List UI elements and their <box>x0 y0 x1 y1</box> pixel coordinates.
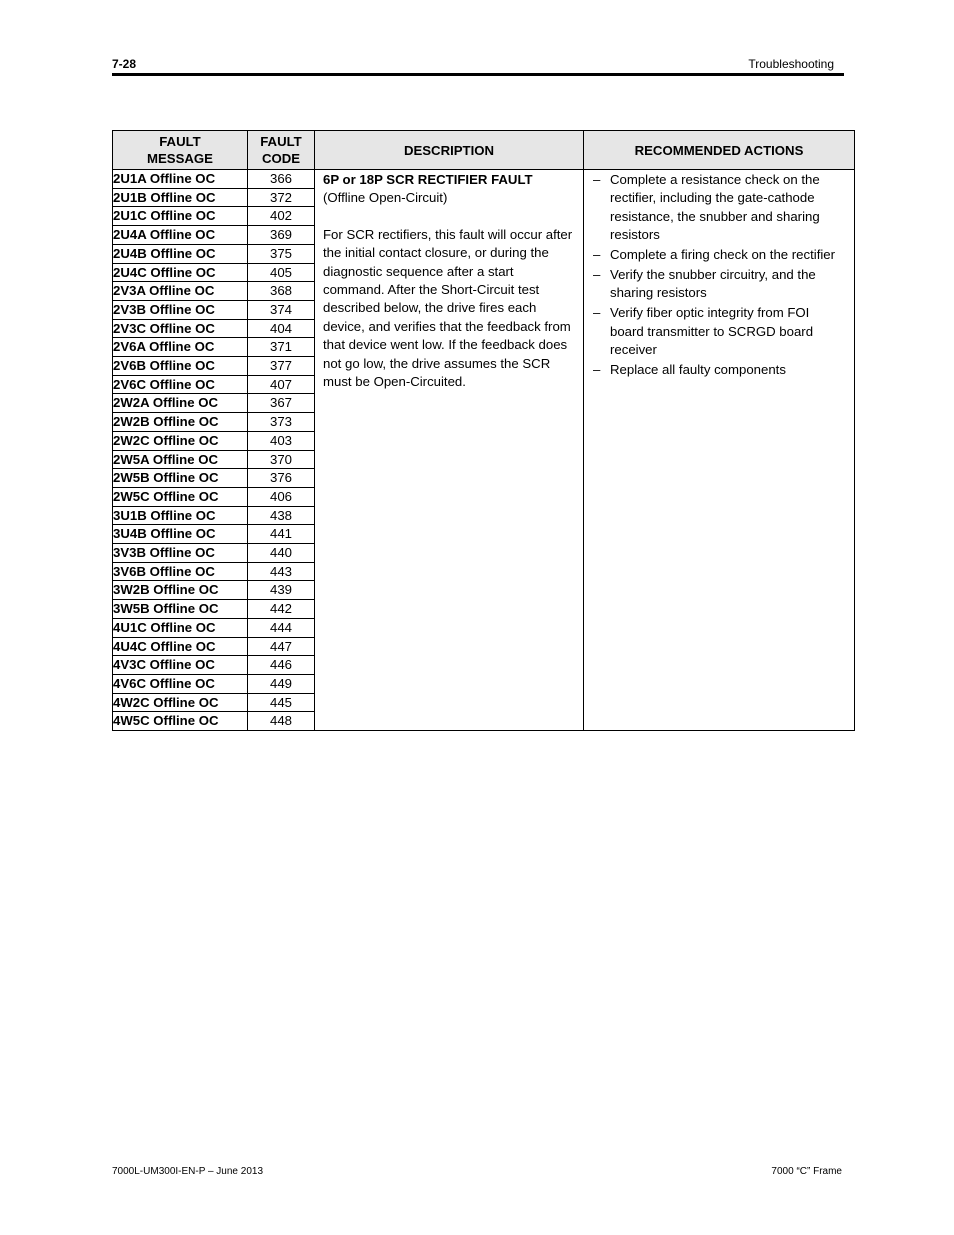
fault-code-cell: 368 <box>248 282 315 301</box>
fault-message-cell: 2W5B Offline OC <box>113 469 248 488</box>
fault-code-cell: 403 <box>248 431 315 450</box>
fault-message-cell: 2W5A Offline OC <box>113 450 248 469</box>
fault-message-cell: 2W2B Offline OC <box>113 413 248 432</box>
fault-message-cell: 3V3B Offline OC <box>113 544 248 563</box>
fault-code-cell: 377 <box>248 357 315 376</box>
fault-code-cell: 367 <box>248 394 315 413</box>
fault-message-cell: 2U4C Offline OC <box>113 263 248 282</box>
fault-message-cell: 4W2C Offline OC <box>113 693 248 712</box>
description-title: 6P or 18P SCR RECTIFIER FAULT <box>323 172 533 187</box>
fault-code-cell: 406 <box>248 487 315 506</box>
fault-message-cell: 2U4B Offline OC <box>113 244 248 263</box>
fault-code-cell: 446 <box>248 656 315 675</box>
action-item: – Verify the snubber circuitry, and the sharing resistors <box>610 266 846 303</box>
fault-message-cell: 4U1C Offline OC <box>113 618 248 637</box>
fault-message-cell: 2U4A Offline OC <box>113 226 248 245</box>
fault-code-cell: 370 <box>248 450 315 469</box>
header-rule <box>112 73 844 76</box>
fault-code-cell: 375 <box>248 244 315 263</box>
fault-message-cell: 2W5C Offline OC <box>113 487 248 506</box>
fault-message-cell: 3W2B Offline OC <box>113 581 248 600</box>
fault-message-cell: 4W5C Offline OC <box>113 712 248 731</box>
fault-code-cell: 443 <box>248 562 315 581</box>
fault-code-cell: 372 <box>248 188 315 207</box>
fault-code-cell: 407 <box>248 375 315 394</box>
fault-message-cell: 3V6B Offline OC <box>113 562 248 581</box>
fault-message-cell: 2V6B Offline OC <box>113 357 248 376</box>
action-item: – Complete a resistance check on the rectifier, including the gate-cathode resistance, the snubber and sharing resistors <box>610 171 846 245</box>
fault-message-cell: 2U1B Offline OC <box>113 188 248 207</box>
fault-message-cell: 2V6A Offline OC <box>113 338 248 357</box>
fault-code-cell: 405 <box>248 263 315 282</box>
fault-message-cell: 4V3C Offline OC <box>113 656 248 675</box>
fault-code-cell: 439 <box>248 581 315 600</box>
column-header-recommended-actions: RECOMMENDED ACTIONS <box>584 131 855 170</box>
fault-code-cell: 442 <box>248 600 315 619</box>
recommended-actions-cell <box>584 170 855 731</box>
fault-code-cell: 438 <box>248 506 315 525</box>
fault-code-cell: 373 <box>248 413 315 432</box>
fault-code-cell: 440 <box>248 544 315 563</box>
fault-message-cell: 2U1C Offline OC <box>113 207 248 226</box>
fault-code-cell: 449 <box>248 674 315 693</box>
fault-message-cell: 2W2A Offline OC <box>113 394 248 413</box>
fault-code-cell: 371 <box>248 338 315 357</box>
fault-code-cell: 404 <box>248 319 315 338</box>
fault-message-cell: 4V6C Offline OC <box>113 674 248 693</box>
fault-message-cell: 3U1B Offline OC <box>113 506 248 525</box>
fault-code-cell: 366 <box>248 170 315 189</box>
section-title: Troubleshooting <box>748 57 834 71</box>
actions-list <box>584 171 854 379</box>
description-body: For SCR rectifiers, this fault will occur after the initial contact closure, or during the diagnostic sequence after a start command. After the Short-Circuit test described below, the drive fires each device, and verifies that the feedback from that device went low. If the feedback does not go low, the drive assumes the SCR must be Open-Circuited. <box>323 226 573 390</box>
fault-code-cell: 369 <box>248 226 315 245</box>
fault-code-cell: 402 <box>248 207 315 226</box>
table-header-row <box>113 131 855 170</box>
column-header-description: DESCRIPTION <box>315 131 584 170</box>
fault-code-cell: 376 <box>248 469 315 488</box>
fault-code-cell: 374 <box>248 300 315 319</box>
fault-message-cell: 3W5B Offline OC <box>113 600 248 619</box>
description-subtitle: (Offline Open-Circuit) <box>323 190 448 206</box>
action-item: – Complete a firing check on the rectifier <box>610 246 846 264</box>
fault-message-cell: 2W2C Offline OC <box>113 431 248 450</box>
fault-table-body <box>113 170 855 731</box>
footer-product: 7000 “C” Frame <box>771 1166 842 1177</box>
fault-code-cell: 448 <box>248 712 315 731</box>
fault-message-cell: 2U1A Offline OC <box>113 170 248 189</box>
description-cell <box>315 170 584 731</box>
column-header-fault-code: FAULT CODE <box>248 131 315 170</box>
action-item: – Replace all faulty components <box>610 361 846 379</box>
fault-message-cell: 2V3B Offline OC <box>113 300 248 319</box>
fault-message-cell: 4U4C Offline OC <box>113 637 248 656</box>
fault-code-cell: 444 <box>248 618 315 637</box>
fault-message-cell: 2V3A Offline OC <box>113 282 248 301</box>
page-number: 7-28 <box>112 57 137 71</box>
column-header-fault-message: FAULT MESSAGE <box>113 131 248 170</box>
table-row <box>113 170 855 189</box>
action-item: – Verify fiber optic integrity from FOI board transmitter to SCRGD board receiver <box>610 304 846 359</box>
footer-document-id: 7000L-UM300I-EN-P – June 2013 <box>112 1166 264 1177</box>
fault-message-cell: 2V6C Offline OC <box>113 375 248 394</box>
fault-message-cell: 3U4B Offline OC <box>113 525 248 544</box>
fault-code-cell: 441 <box>248 525 315 544</box>
fault-table <box>112 130 855 731</box>
fault-message-cell: 2V3C Offline OC <box>113 319 248 338</box>
fault-code-cell: 447 <box>248 637 315 656</box>
fault-code-cell: 445 <box>248 693 315 712</box>
